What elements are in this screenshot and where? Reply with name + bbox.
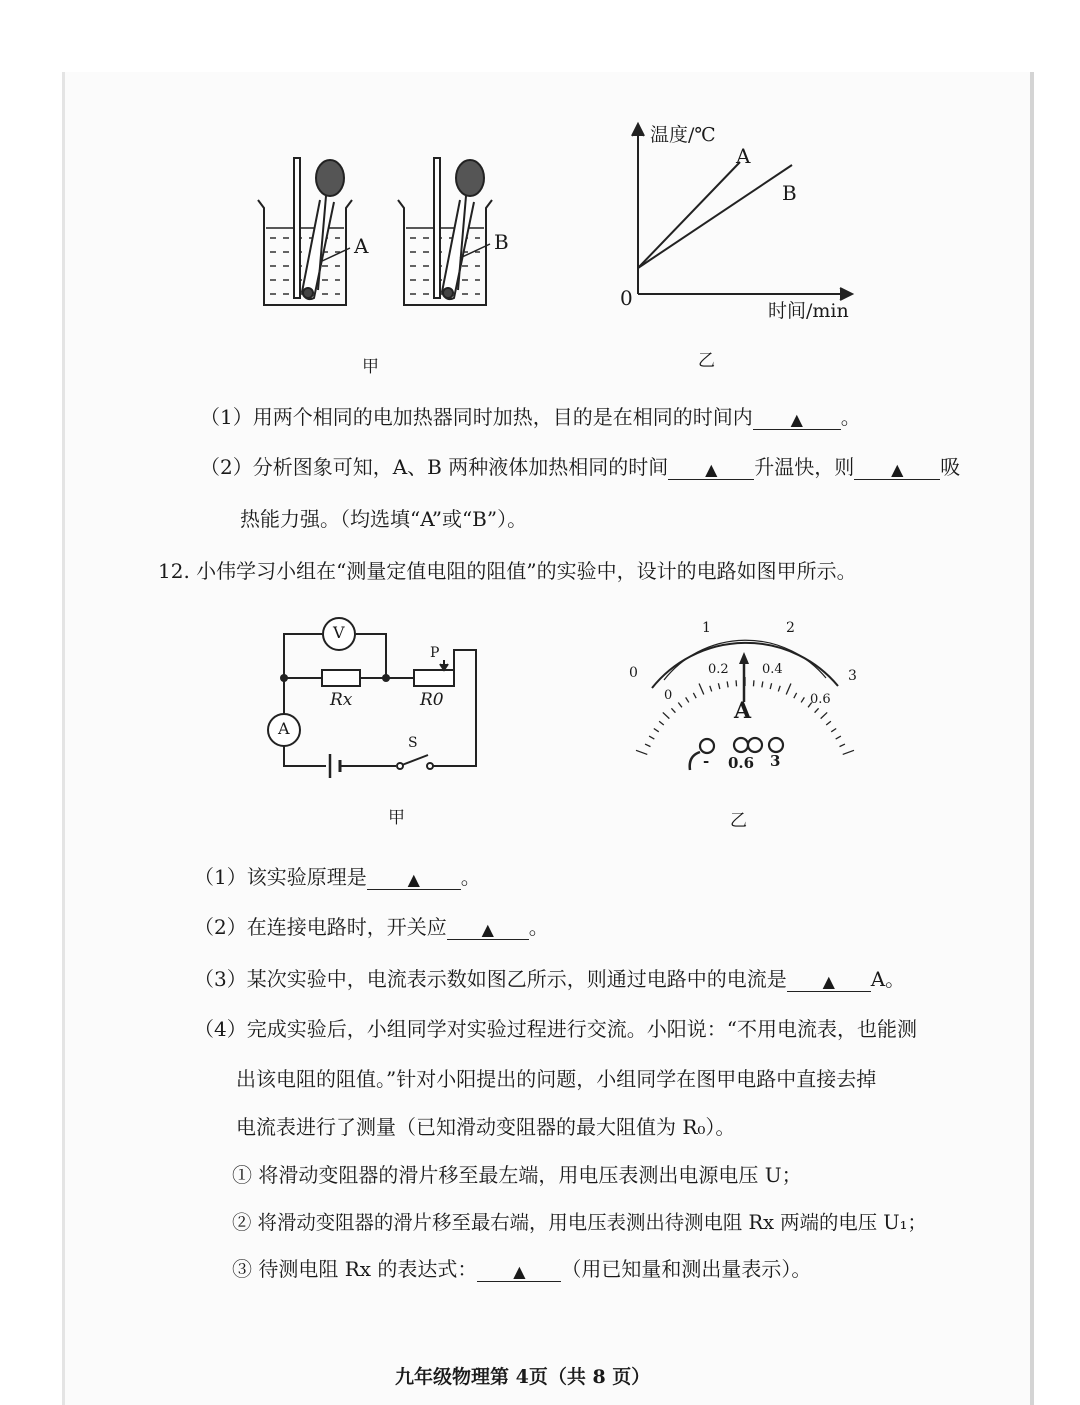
voltmeter-label: V bbox=[333, 623, 345, 642]
q12-part4-line2: 出该电阻的阻值。”针对小阳提出的问题，小组同学在图甲电路中直接去掉 bbox=[236, 1067, 877, 1091]
q12-part3-blank[interactable]: ▲ bbox=[787, 969, 871, 992]
dial-tick bbox=[693, 693, 696, 698]
dial-tick bbox=[786, 683, 791, 694]
graph-origin-label: 0 bbox=[620, 286, 633, 310]
dial-tick bbox=[649, 736, 654, 739]
q12-stem: 12. 小伟学习小组在“测量定值电阻的阻值”的实验中，设计的电路如图甲所示。 bbox=[158, 559, 857, 583]
q12-part2-blank[interactable]: ▲ bbox=[447, 917, 529, 940]
figure1-caption-right: 乙 bbox=[698, 351, 715, 371]
q11-part2-blank-b[interactable]: ▲ bbox=[854, 457, 940, 480]
q12-part3-end: A。 bbox=[870, 967, 906, 991]
dial-tick bbox=[659, 721, 664, 725]
graph-line-a-label: A bbox=[736, 144, 751, 168]
dial-tick bbox=[831, 728, 836, 731]
q12-part4-line3: 电流表进行了测量（已知滑动变阻器的最大阻值为 R₀）。 bbox=[236, 1115, 736, 1139]
dial-tick bbox=[815, 708, 819, 712]
dial-upper-tick-2: 2 bbox=[786, 620, 795, 636]
q12-part1-blank[interactable]: ▲ bbox=[367, 867, 461, 890]
switch-label: S bbox=[408, 735, 418, 751]
q12-part1-text: （1）该实验原理是 bbox=[194, 865, 367, 889]
dial-unit-label: A bbox=[734, 698, 752, 724]
rx-label: Rx bbox=[330, 690, 353, 710]
dial-tick bbox=[710, 686, 712, 692]
dial-tick bbox=[821, 712, 828, 718]
dial-tick bbox=[636, 750, 647, 754]
dial-lower-tick-2: 0.4 bbox=[762, 662, 783, 677]
graph-y-axis-label: 温度/℃ bbox=[650, 124, 716, 146]
dial-tick bbox=[699, 683, 704, 694]
dial-tick bbox=[762, 681, 763, 687]
slider-label: P bbox=[430, 645, 440, 661]
terminal-3-label: 3 bbox=[770, 752, 781, 770]
dial-tick bbox=[645, 744, 650, 747]
ammeter-label: A bbox=[278, 719, 290, 738]
q11-part1-text: （1）用两个相同的电加热器同时加热，目的是在相同的时间内 bbox=[200, 405, 753, 429]
r0-label: R0 bbox=[420, 690, 444, 710]
dial-tick bbox=[778, 686, 780, 692]
dial-tick bbox=[727, 681, 728, 687]
q12-step3-text: ③ 待测电阻 Rx 的表达式： bbox=[232, 1257, 478, 1281]
q12-step1: ① 将滑动变阻器的滑片移至最左端，用电压表测出电源电压 U； bbox=[232, 1163, 802, 1187]
q11-part2-blank-a[interactable]: ▲ bbox=[668, 457, 754, 480]
dial-tick bbox=[686, 697, 689, 702]
terminal-06-label: 0.6 bbox=[728, 754, 755, 772]
dial-upper-tick-0: 0 bbox=[629, 665, 638, 681]
q12-part1 bbox=[194, 864, 481, 890]
q11-part2-text-b: 升温快，则 bbox=[754, 455, 855, 479]
q12-part2-end: 。 bbox=[528, 915, 549, 939]
graph-x-axis-label: 时间/min bbox=[768, 300, 849, 322]
dial-lower-tick-1: 0.2 bbox=[708, 662, 729, 677]
dial-tick bbox=[794, 693, 797, 698]
dial-tick bbox=[663, 712, 670, 718]
dial-tick bbox=[654, 728, 659, 731]
q11-part1-end: 。 bbox=[840, 405, 861, 429]
dial-tick bbox=[801, 697, 804, 702]
q11-part2-continuation: 热能力强。（均选填“A”或“B”）。 bbox=[240, 507, 528, 531]
dial-upper-tick-1: 1 bbox=[702, 620, 711, 636]
dial-tick bbox=[843, 750, 854, 754]
q12-part2 bbox=[194, 914, 549, 940]
q11-part2-text-a: （2）分析图象可知，A、B 两种液体加热相同的时间 bbox=[200, 455, 669, 479]
dial-tick bbox=[671, 708, 675, 712]
q12-part3 bbox=[194, 966, 905, 992]
meter-caption: 乙 bbox=[730, 811, 747, 831]
figure1-caption-left: 甲 bbox=[362, 357, 379, 377]
q12-part4-line1: （4）完成实验后，小组同学对实验过程进行交流。小阳说：“不用电流表，也能测 bbox=[194, 1017, 917, 1041]
dial-tick bbox=[678, 703, 682, 708]
dial-lower-tick-3: 0.6 bbox=[810, 692, 831, 707]
graph-line-b-label: B bbox=[782, 181, 797, 205]
dial-tick bbox=[836, 736, 841, 739]
q12-part3-text: （3）某次实验中，电流表示数如图乙所示，则通过电路中的电流是 bbox=[194, 967, 787, 991]
circuit-caption: 甲 bbox=[388, 808, 405, 828]
dial-tick bbox=[718, 683, 719, 689]
dial-tick bbox=[826, 721, 831, 725]
page-footer: 九年级物理第 4页（共 8 页） bbox=[395, 1366, 651, 1388]
q12-step2: ② 将滑动变阻器的滑片移至最右端，用电压表测出待测电阻 Rx 两端的电压 U₁； bbox=[232, 1211, 927, 1234]
dial-lower-tick-0: 0 bbox=[664, 688, 673, 703]
dial-upper-tick-3: 3 bbox=[848, 668, 857, 684]
dial-tick bbox=[840, 744, 845, 747]
beaker-a-label: A bbox=[354, 234, 369, 258]
terminal-minus-label: - bbox=[703, 752, 710, 770]
q12-part1-end: 。 bbox=[460, 865, 481, 889]
q11-part1-blank[interactable]: ▲ bbox=[753, 407, 841, 430]
q12-step3 bbox=[232, 1256, 811, 1282]
dial-tick bbox=[770, 683, 771, 689]
q12-step3-blank[interactable]: ▲ bbox=[477, 1259, 561, 1282]
q11-part2-text-c: 吸 bbox=[940, 455, 961, 479]
q12-step3-end: （用已知量和测出量表示）。 bbox=[561, 1257, 812, 1281]
beaker-b-label: B bbox=[494, 230, 509, 254]
q12-part2-text: （2）在连接电路时，开关应 bbox=[194, 915, 447, 939]
